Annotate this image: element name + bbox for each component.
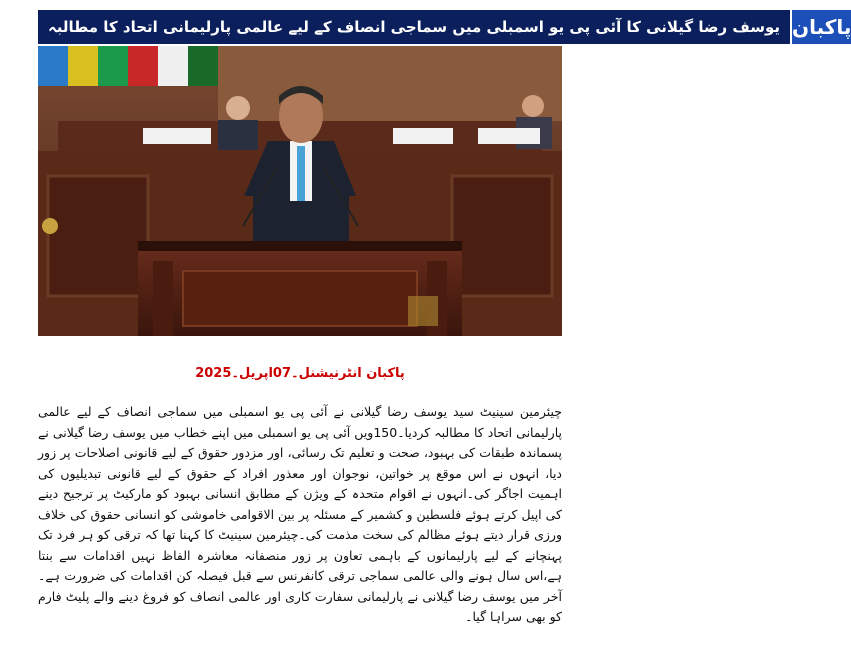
nameplate: [478, 128, 540, 144]
assembly-hall-photo: [38, 46, 562, 336]
headline: یوسف رضا گیلانی کا آئی پی یو اسمبلی میں سماجی انصاف کے لیے عالمی پارلیمانی اتحاد کا مطالبہ: [38, 10, 790, 44]
flags: [38, 46, 218, 86]
brand-logo: پاکبان: [790, 10, 851, 44]
article-body: چیئرمین سینیٹ سید یوسف رضا گیلانی نے آئی پی یو اسمبلی میں سماجی انصاف کے لیے عالمی پارلیمانی اتحاد کا مطالبہ کردیا۔150ویں آئی پی یو اسمبلی میں اپنے خطاب میں یوسف رضا گیلانی نے پسماندہ طبقات کی بہبود، صحت و تعلیم تک رسائی، اور مزدور حقوق کے لیے قانونی اصلاحات پر زور دیا، انہوں نے اس موقع پر خواتین، نوجوان اور معذور افراد کے حقوق کے لیے قانونی تبدیلیوں کی اہمیت اجاگر کی۔انہوں نے اقوام متحدہ کے ویژن کے مطابق انسانی بہبود کو مارکیٹ پر ترجیح دینے کی اپیل کرتے ہوئے فلسطین و کشمیر کے مسئلہ پر بین الاقوامی خاموشی کو انسانی حقوق کی خلاف ورزی قرار دیتے ہوئے مظالم کی سخت مذمت کی۔چیئرمین سینیٹ کا کہنا تھا کہ ترقی کو ہر فرد تک پہنچانے کے لیے پارلیمانوں کے باہمی تعاون پر زور منصفانہ معاشرہ الفاظ نہیں اقدامات سے بنتا ہے،اس سال ہونے والی عالمی سماجی ترقی کانفرنس سے قبل فیصلہ کن اقدامات کی ضرورت ہے۔آخر میں یوسف رضا گیلانی نے پارلیمانی سفارت کاری اور عالمی انصاف کو فروغ دینے والے پلیٹ فارم کو بھی سراہا گیا۔: [38, 404, 562, 624]
nameplate: [143, 128, 211, 144]
dateline: پاکبان انٹرنیشنل۔07اپریل۔2025: [195, 366, 405, 381]
nameplate: [393, 128, 453, 144]
headline-banner: [38, 10, 851, 44]
article-photo: [38, 46, 562, 336]
